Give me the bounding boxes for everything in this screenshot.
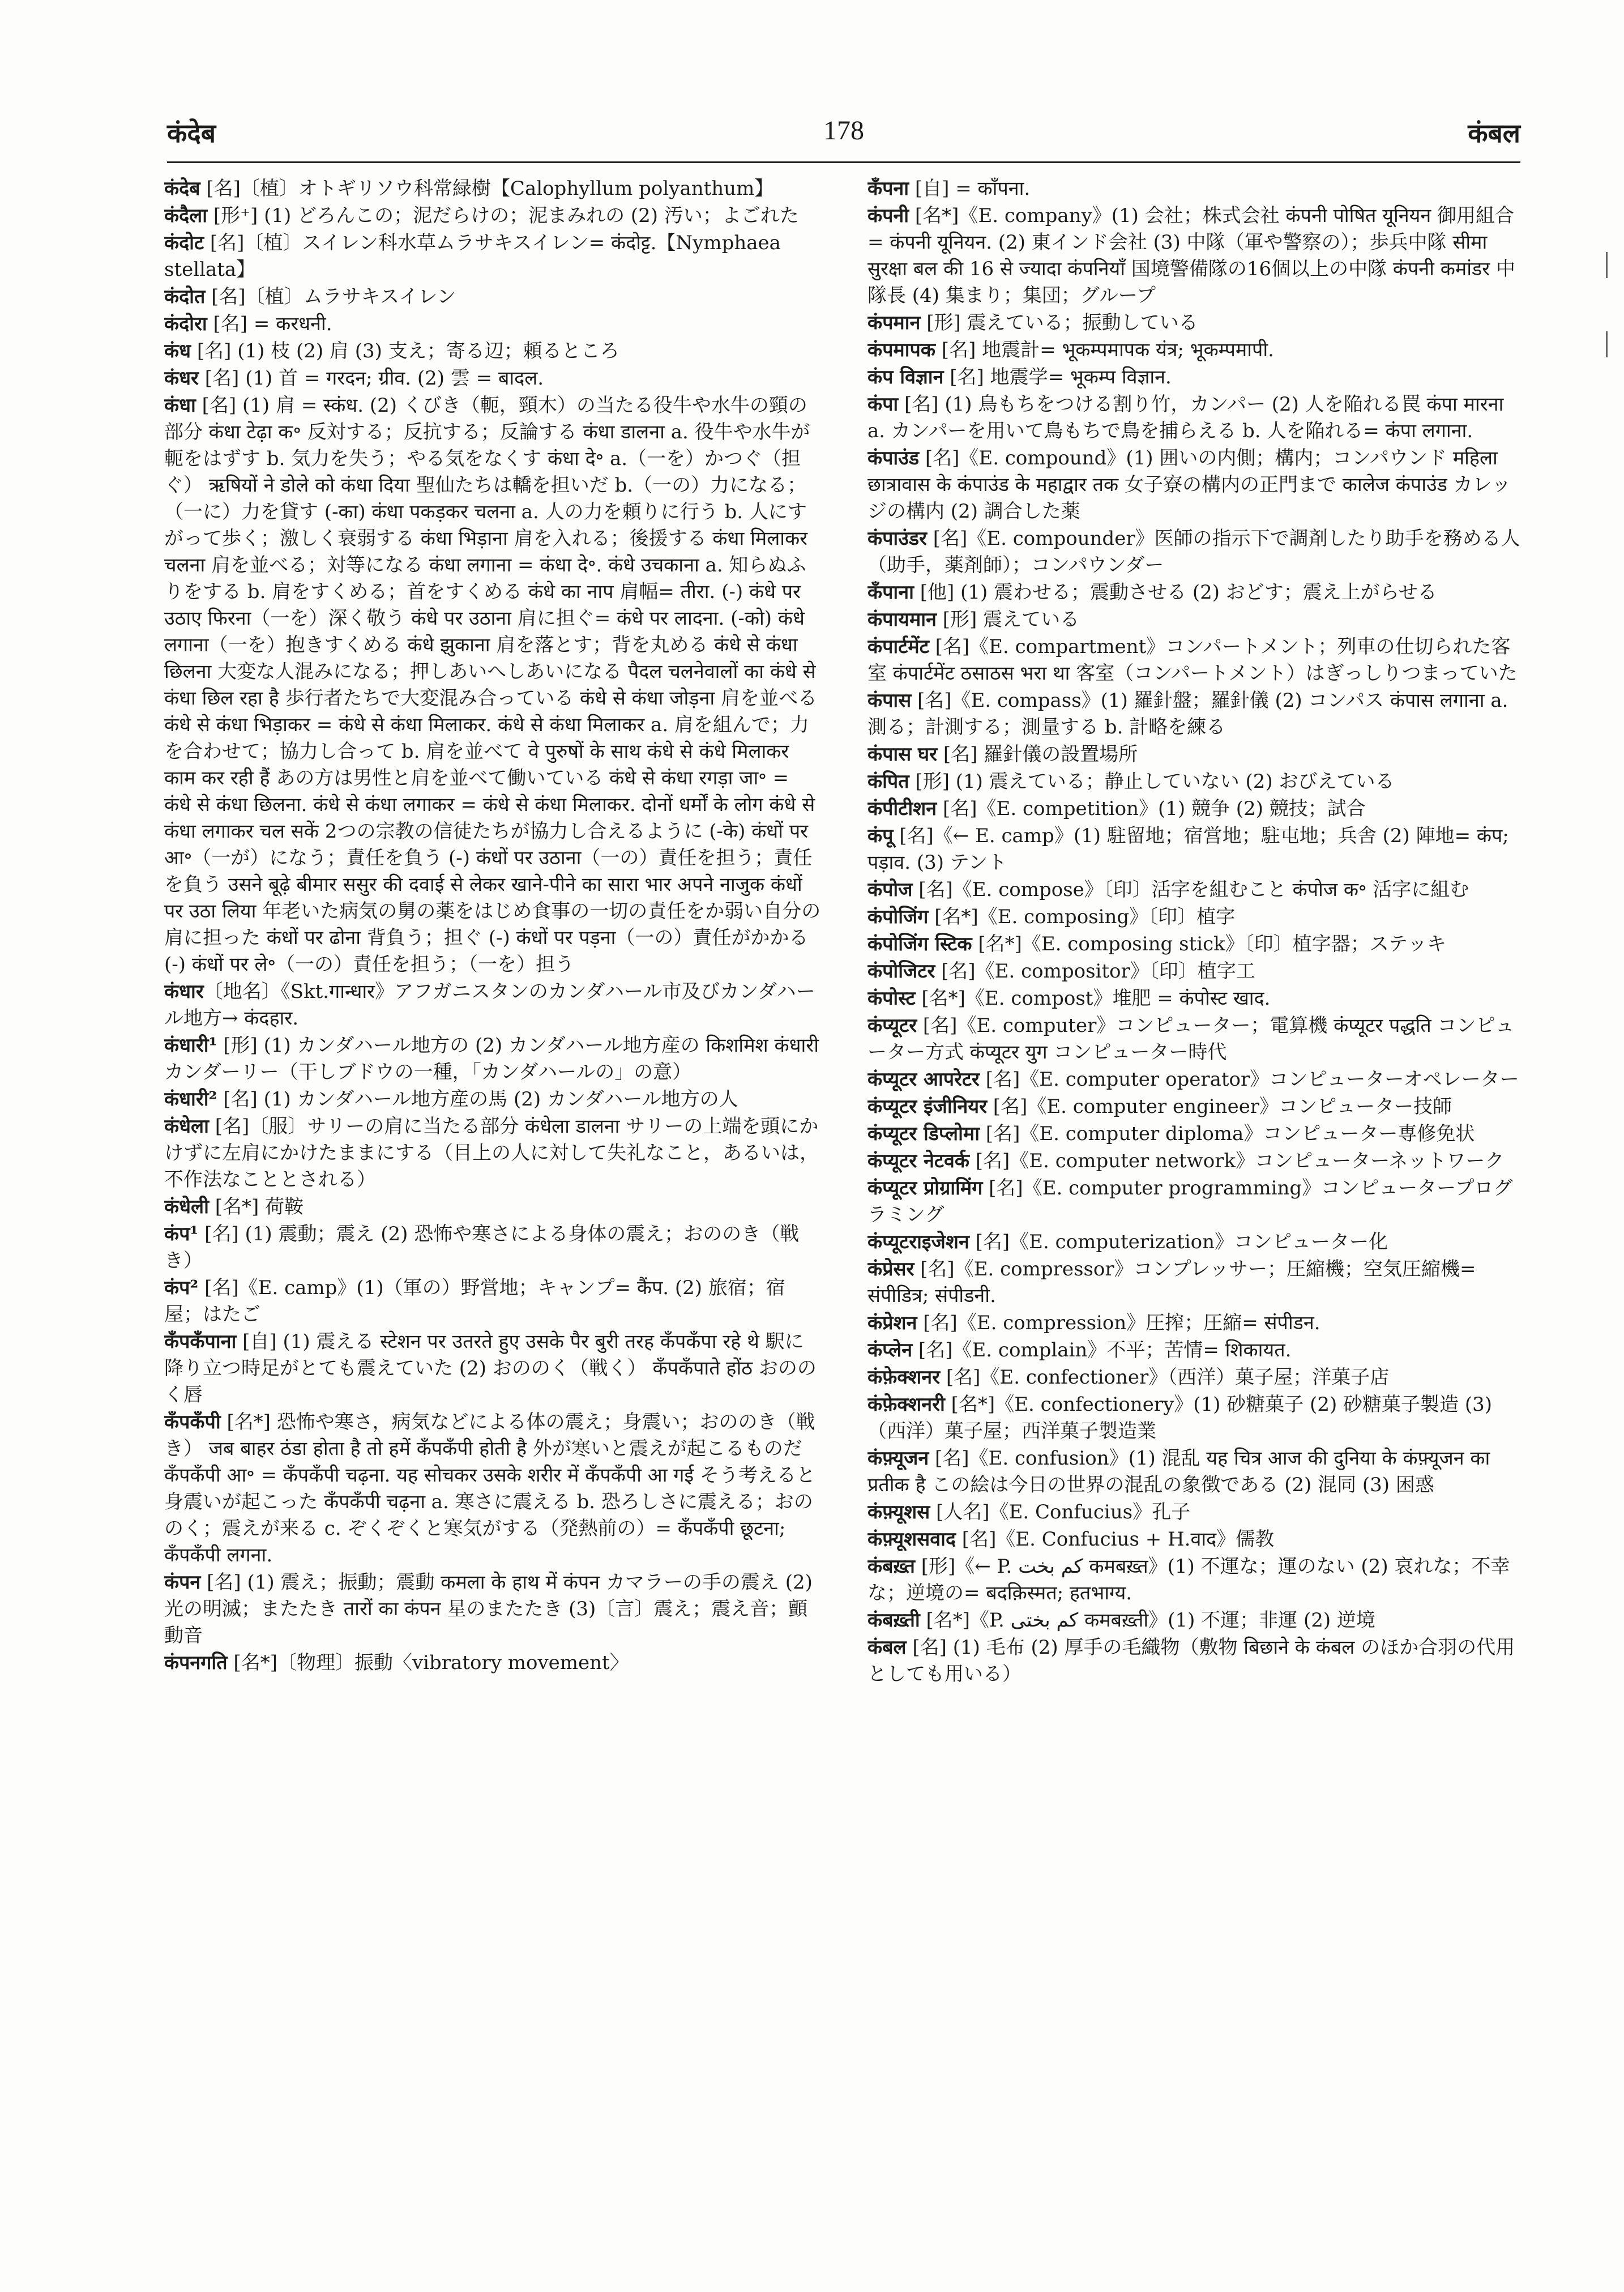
entry-definition: [名]《E. computer network》コンピューターネットワーク <box>969 1150 1505 1172</box>
entry-headword: कंप्यूटर नेटवर्क <box>867 1150 969 1172</box>
dictionary-entry <box>867 203 1524 309</box>
entry-headword: कंधारी¹ <box>164 1034 217 1057</box>
entry-headword: कंदोत <box>164 285 206 308</box>
entry-definition: [名]《E. compounder》医師の指示下で調剤したり助手を務める人（助手，薬剤師）；コンパウンダー <box>867 527 1520 577</box>
entry-definition: [名*]《E. confectionery》(1) 砂糖菓子 (2) 砂糖菓子製造 (3)（西洋）菓子屋；西洋菓子製造業 <box>867 1393 1492 1442</box>
dictionary-entry <box>164 203 821 229</box>
entry-definition: [名] (1) カンダハール地方産の馬 (2) カンダハール地方の人 <box>217 1088 738 1111</box>
dictionary-entry <box>867 579 1524 606</box>
entry-definition: [形] 震えている；振動している <box>920 311 1198 334</box>
entry-headword: कंधारी² <box>164 1088 217 1111</box>
entry-headword: कंप² <box>164 1277 199 1299</box>
entry-headword: कंपनी <box>867 204 909 227</box>
entry-definition: [名*] 恐怖や寒さ，病気などによる体の震え；身震い；おののき（戦き） जब बाहर ठंडा होता है तो हमें कँपकँपी होती है 外が寒いと震えが起こるものだ कँपकँपी आ॰ = कँपकँपी चढ़ना. यह सोचकर उसके शरीर में कँपकँपी आ गई そう考えると身震いが起こった कँपकँपी चढ़ना a. 寒さに震える b. 恐ろしさに震える；おののく；震えが来る c. ぞくぞくと寒気がする（発熱前の）= कँपकँपी छूटना; कँपकँपी लगना. <box>164 1411 815 1567</box>
entry-headword: कंप्यूटर इंजीनियर <box>867 1095 987 1118</box>
entry-definition: [形] 震えている <box>936 608 1080 631</box>
entry-definition: [名]《E. computer engineer》コンピューター技師 <box>986 1095 1452 1118</box>
entry-definition: [名] (1) 毛布 (2) 厚手の毛織物（敷物 बिछाने के कंबल のほか合羽の代用としても用いる） <box>867 1636 1515 1685</box>
entry-definition: [名] (1) 震動；震え (2) 恐怖や寒さによる身体の震え；おののき（戦き） <box>164 1223 800 1272</box>
page-number: 178 <box>823 116 864 146</box>
entry-definition: [名]《E. compass》(1) 羅針盤；羅針儀 (2) コンパス कंपास लगाना a. 測る；計測する；測量する b. 計略を練る <box>867 689 1508 739</box>
entry-definition: [名]《E. compression》圧搾；圧縮= संपीडन. <box>917 1312 1320 1334</box>
dictionary-entry <box>867 741 1524 768</box>
dictionary-entry <box>867 796 1524 822</box>
entry-definition: [名]《E. confectioner》（西洋）菓子屋；洋菓子店 <box>940 1366 1390 1389</box>
header-rule <box>167 161 1520 163</box>
entry-definition: [名]《E. compressor》コンプレッサー；圧縮機；空気圧縮機= संपीडित्र; संपीडनी. <box>867 1258 1476 1307</box>
entry-definition: [名]〔植〕スイレン科水草ムラサキスイレン= कंदोट्ट.【Nymphaea stellata】 <box>164 232 781 281</box>
entry-definition: [名]《E. compositor》〔印〕植字工 <box>935 960 1255 983</box>
entry-headword: कंधेला <box>164 1115 209 1138</box>
dictionary-entry <box>164 176 821 202</box>
dictionary-entry <box>867 931 1524 958</box>
dictionary-entry <box>867 1121 1524 1147</box>
entry-headword: कंप्यूटराइजेशन <box>867 1231 969 1253</box>
entry-headword: कंफ़्यूजन <box>867 1447 929 1470</box>
dictionary-entry <box>867 634 1524 687</box>
entry-headword: कंधर <box>164 367 199 390</box>
entry-definition: [名] = करधनी. <box>207 313 332 335</box>
entry-definition: [名] (1) 枝 (2) 肩 (3) 支え；寄る辺；頼るところ <box>191 340 619 362</box>
entry-definition: [形] (1) カンダハール地方の (2) カンダハール地方産の किशमिश कंधारी カンダーリー（干しブドウの一種，「カンダハールの」の意） <box>164 1034 819 1083</box>
dictionary-entry <box>164 284 821 310</box>
dictionary-entry <box>164 1409 821 1569</box>
entry-definition: [名] 羅針儀の設置場所 <box>937 743 1138 766</box>
entry-headword: कंदैला <box>164 204 208 227</box>
entry-definition: [名]《E. compose》〔印〕活字を組むこと कंपोज क॰ 活字に組む <box>912 878 1469 901</box>
dictionary-entry <box>867 1392 1524 1445</box>
dictionary-entry <box>164 1569 821 1649</box>
header-left-guide-word: कंदेब <box>167 118 216 148</box>
dictionary-entry <box>867 1229 1524 1256</box>
entry-headword: कंपार्टमेंट <box>867 635 929 658</box>
entry-definition: [名*]《E. composing stick》〔印〕植字器；ステッキ <box>972 933 1447 955</box>
dictionary-entry <box>867 445 1524 525</box>
entry-definition: [自] (1) 震える स्टेशन पर उतरते हुए उसके पैर बुरी तरह कँपकँपा रहे थे 駅に降り立つ時足がとても震えていた (2) おののく（戦く） कँपकँपाते होंठ おののく唇 <box>164 1330 817 1406</box>
entry-headword: कंप्रेसर <box>867 1258 914 1281</box>
entry-headword: कंफ़ेक्शनर <box>867 1366 941 1389</box>
dictionary-entry <box>164 1221 821 1274</box>
entry-definition: [名*]《E. company》(1) 会社；株式会社 कंपनी पोषित यूनियन 御用組合 = कंपनी यूनियन. (2) 東インド会社 (3) 中隊（軍や警察の）；歩兵中隊 सीमा सुरक्षा बल की 16 से ज्यादा कंपनियाँ 国境警備隊の16個以上の中隊 कंपनी कमांडर 中隊長 (4) 集まり；集団；グループ <box>867 204 1515 307</box>
dictionary-entry <box>867 1256 1524 1309</box>
entry-headword: कंफ़ेक्शनरी <box>867 1393 945 1416</box>
right-column <box>867 176 1524 2180</box>
entry-definition: [名]〔服〕サリーの肩に当たる部分 कंधेला डालना サリーの上端を頭にかけずに左肩にかけたままにする（目上の人に対して失礼なこと，あるいは，不作法なこととされる） <box>164 1115 819 1191</box>
entry-headword: कंपू <box>867 825 894 847</box>
dictionary-entry <box>867 823 1524 876</box>
dictionary-entry <box>867 1337 1524 1364</box>
entry-headword: कंध <box>164 340 191 362</box>
dictionary-entry <box>867 310 1524 336</box>
entry-definition: [名] 地震学= भूकम्प विज्ञान. <box>943 366 1172 389</box>
dictionary-entry <box>164 1329 821 1409</box>
dictionary-entry <box>164 1275 821 1328</box>
dictionary-entry <box>164 365 821 392</box>
entry-definition: [名]《E. Confucius + H.वाद》儒教 <box>956 1528 1275 1551</box>
entry-headword: कंपोज <box>867 878 913 901</box>
entry-headword: कंधार <box>164 980 204 1003</box>
dictionary-entry <box>867 1310 1524 1337</box>
entry-definition: 〔地名〕《Skt.गान्धार》アフガニスタンのカンダハール市及びカンダハール地方→ कंदहार. <box>164 980 815 1030</box>
entry-definition: [形] (1) 震えている；静止していない (2) おびえている <box>909 770 1395 793</box>
entry-headword: कंपाउंड <box>867 447 920 470</box>
dictionary-entry <box>867 391 1524 445</box>
entry-headword: कंबख़्त <box>867 1555 915 1578</box>
entry-headword: कंप्लेन <box>867 1339 913 1361</box>
dictionary-entry <box>867 1175 1524 1228</box>
dictionary-entry <box>164 1194 821 1220</box>
entry-definition: [名] (1) 首 = गरदन; ग्रीव. (2) 雲 = बादल. <box>198 367 544 390</box>
entry-definition: [名] (1) 鳥もちをつける割り竹，カンパー (2) 人を陥れる罠 कंपा मारना a. カンパーを用いて鳥もちで鳥を捕らえる b. 人を陥れる= कंपा लगाना. <box>867 393 1504 442</box>
entry-headword: कंदेब <box>164 177 200 200</box>
entry-headword: कंपायमान <box>867 608 937 631</box>
margin-mark <box>1606 252 1608 278</box>
dictionary-entry <box>867 1526 1524 1553</box>
entry-definition: [名*]《P. کم بختی कमबख़्ती》(1) 不運；非運 (2) 逆境 <box>920 1609 1375 1632</box>
dictionary-entry <box>867 1607 1524 1634</box>
entry-headword: कंपाउंडर <box>867 527 927 550</box>
entry-definition: [名]〔植〕ムラサキスイレン <box>205 285 456 308</box>
entry-definition: [形]《← P. کم بخت कमबख़्त》(1) 不運な；運のない (2) 哀れな；不幸な；逆境の= बदक़िस्मत; हतभाग्य. <box>867 1555 1510 1604</box>
left-column <box>164 176 821 2180</box>
dictionary-entry <box>164 230 821 283</box>
entry-definition: [名] 地震計= भूकम्पमापक यंत्र; भूकम्पमापी. <box>935 339 1274 361</box>
entry-headword: कँपकँपी <box>164 1411 221 1433</box>
entry-headword: कंधा <box>164 394 196 417</box>
entry-headword: कंप्यूटर प्रोग्रामिंग <box>867 1177 983 1200</box>
dictionary-entry <box>164 1086 821 1113</box>
dictionary-entry <box>867 337 1524 364</box>
entry-definition: [名]《← E. camp》(1) 駐留地；宿営地；駐屯地；兵舎 (2) 陣地= कंप; पड़ाव. (3) テント <box>867 825 1509 874</box>
dictionary-entry <box>867 607 1524 633</box>
dictionary-entry <box>867 1499 1524 1526</box>
entry-headword: कंपन <box>164 1571 201 1594</box>
entry-definition: [名*]《E. compost》堆肥 = कंपोस्ट खाद. <box>915 987 1271 1010</box>
entry-definition: [名*] 荷鞍 <box>208 1196 304 1218</box>
entry-headword: कंदोट <box>164 232 204 254</box>
dictionary-entry <box>164 1113 821 1193</box>
dictionary-entry <box>867 1066 1524 1093</box>
entry-definition: [名]《E. computer》コンピューター；電算機 कंप्यूटर पद्धति コンピューター方式 कंप्यूटर युग コンピューター時代 <box>867 1014 1515 1064</box>
dictionary-entry <box>867 688 1524 741</box>
dictionary-entry <box>164 1650 821 1676</box>
dictionary-entry <box>164 338 821 365</box>
entry-definition: [他] (1) 震わせる；震動させる (2) おどす；震え上がらせる <box>913 581 1437 604</box>
entry-definition: [名]《E. computer programming》コンピュータープログラミング <box>867 1177 1513 1226</box>
entry-definition: [名]《E. camp》(1)（軍の）野営地；キャンプ= कैंप. (2) 旅宿；宿屋；はたご <box>164 1277 785 1326</box>
dictionary-entry <box>867 1148 1524 1175</box>
dictionary-entry <box>164 979 821 1032</box>
entry-headword: कंपित <box>867 770 909 793</box>
dictionary-entry <box>867 176 1524 202</box>
margin-mark <box>1606 331 1608 357</box>
entry-headword: कँपाना <box>867 581 914 604</box>
dictionary-entry <box>867 1634 1524 1688</box>
dictionary-entry <box>867 985 1524 1012</box>
entry-definition: [名] (1) 震え；振動；震動 कमला के हाथ में कंपन カマラーの手の震え (2) 光の明滅；またたき तारों का कंपन 星のまたたき (3)〔言〕震え；震え音；顫動音 <box>164 1571 813 1647</box>
entry-definition: [名]《E. computer operator》コンピューターオペレーター <box>979 1068 1519 1091</box>
dictionary-entry <box>867 958 1524 985</box>
entry-headword: कंप्रेशन <box>867 1312 917 1334</box>
entry-definition: [名*]《E. composing》〔印〕植字 <box>928 906 1236 928</box>
entry-headword: कंपनगति <box>164 1651 228 1674</box>
entry-headword: कंबल <box>867 1636 907 1659</box>
dictionary-entry <box>164 1032 821 1086</box>
entry-headword: कंप विज्ञान <box>867 366 944 389</box>
dictionary-entry <box>164 311 821 338</box>
dictionary-entry <box>867 1553 1524 1607</box>
dictionary-entry <box>867 769 1524 795</box>
entry-headword: कंपोजिटर <box>867 960 935 983</box>
dictionary-entry <box>867 1094 1524 1120</box>
entry-headword: कंफ़्यूशसवाद <box>867 1528 956 1551</box>
dictionary-entry <box>867 904 1524 931</box>
dictionary-entry <box>867 877 1524 903</box>
entry-definition: [名]《E. computer diploma》コンピューター専修免状 <box>980 1122 1475 1145</box>
entry-definition: [名]《E. complain》不平；苦情= शिकायत. <box>912 1339 1292 1361</box>
entry-headword: कंबख़्ती <box>867 1609 920 1632</box>
dictionary-entry <box>867 526 1524 579</box>
entry-headword: कंपास <box>867 689 912 712</box>
dictionary-entry <box>867 1364 1524 1391</box>
entry-definition: [名]《E. compound》(1) 囲いの内側；構内；コンパウンド महिला छात्रावास के कंपाउंड के महाद्वार तक 女子寮の構内の正門まで कालेज कंपाउंड カレッジの構内 (2) 調合した薬 <box>867 447 1511 523</box>
entry-headword: कंप¹ <box>164 1223 199 1245</box>
entry-definition: [名]《E. compartment》コンパートメント；列車の仕切られた客室 कंपार्टमेंट ठसाठस भरा था 客室（コンパートメント）はぎっしりつまっていた <box>867 635 1518 685</box>
entry-headword: कंपा <box>867 393 899 416</box>
entry-headword: कंपमापक <box>867 339 935 361</box>
header-right-guide-word: कंबल <box>1468 118 1520 148</box>
entry-headword: कंप्यूटर डिप्लोमा <box>867 1122 980 1145</box>
page-header <box>167 110 1520 156</box>
dictionary-entry <box>867 1013 1524 1066</box>
entry-definition: [名*]〔物理〕振動〈vibratory movement〉 <box>227 1651 629 1674</box>
entry-headword: कंपोजिंग स्टिक <box>867 933 972 955</box>
entry-headword: कंपोजिंग <box>867 906 929 928</box>
entry-headword: कंफ़्यूशस <box>867 1501 930 1523</box>
entry-definition: [人名]《E. Confucius》孔子 <box>930 1501 1191 1523</box>
entry-headword: कंप्यूटर आपरेटर <box>867 1068 980 1091</box>
entry-headword: कंदोरा <box>164 313 207 335</box>
entry-definition: [名]《E. confusion》(1) 混乱 यह चित्र आज की दुनिया के कंफ़्यूजन का प्रतीक है この絵は今日の世界の混乱の象徴である (2) 混同 (3) 困惑 <box>867 1447 1490 1496</box>
entry-definition: [名] (1) 肩 = स्कंध. (2) くびき（軛，頸木）の当たる役牛や水牛の頸の部分 कंधा टेढ़ा क॰ 反対する；反抗する；反論する कंधा डालना a. 役牛や水牛が軛をはずす b. 気力を失う；やる気をなくす कंधा दे॰ a.（一を）かつぐ（担ぐ） ऋषियों ने डोले को कंधा दिया 聖仙たちは轎を担いだ b.（一の）力になる；（一に）力を貸す (-का) कंधा पकड़कर चलना a. 人の力を頼りに行う b. 人にすがって歩く；激しく衰弱する कंधा भिड़ाना 肩を入れる；後援する कंधा मिलाकर चलना 肩を並べる；対等になる कंधा लगाना = कंधा दे॰. कंधे उचकाना a. 知らぬふりをする b. 肩をすくめる；首をすくめる कंधे का नाप 肩幅= तीरा. (-) कंधे पर उठाए फिरना（一を）深く敬う कंधे पर उठाना 肩に担ぐ= कंधे पर लादना. (-को) कंधे लगाना（一を）抱きすくめる कंधे झुकाना 肩を落とす；背を丸める कंधे से कंधा छिलना 大変な人混みになる；押しあいへしあいになる पैदल चलनेवालों का कंधे से कंधा छिल रहा है 歩行者たちで大変混み合っている कंधे से कंधा जोड़ना 肩を並べる कंधे से कंधा भिड़ाकर = कंधे से कंधा मिलाकर. कंधे से कंधा मिलाकर a. 肩を組んで；力を合わせて；協力し合って b. 肩を並べて वे पुरुषों के साथ कंधे से कंधे मिलाकर काम कर रही हैं あの方は男性と肩を並べて働いている कंधे से कंधा रगड़ा जा॰ = कंधे से कंधा छिलना. कंधे से कंधा लगाकर = कंधे से कंधा मिलाकर. दोनों धर्मों के लोग कंधे से कंधा लगाकर चल सकें 2つの宗教の信徒たちが協力し合えるように (-के) कंधों पर आ॰（一が）になう；責任を負う (-) कंधों पर उठाना（一の）責任を担う；責任を負う उसने बूढ़े बीमार ससुर की दवाई से लेकर खाने-पीने का सारा भार अपने नाजुक कंधों पर उठा लिया 年老いた病気の舅の薬をはじめ食事の一切の責任をか弱い自分の肩に担った कंधों पर ढोना 背負う；担ぐ (-) कंधों पर पड़ना（一の）責任がかかる (-) कंधों पर ले॰（一の）責任を担う；（一を）担う <box>164 394 821 976</box>
entry-definition: [名]《E. competition》(1) 競争 (2) 競技；試合 <box>937 797 1366 820</box>
entry-definition: [名]〔植〕オトギリソウ科常緑樹【Calophyllum polyanthum】 <box>200 177 774 200</box>
entry-headword: कंप्यूटर <box>867 1014 917 1037</box>
entry-headword: कंपोस्ट <box>867 987 916 1010</box>
entry-headword: कंपमान <box>867 311 921 334</box>
entry-definition: [自] = काँपना. <box>909 177 1031 200</box>
entry-headword: कंपीटीशन <box>867 797 937 820</box>
entry-headword: कंधेली <box>164 1196 209 1218</box>
entry-definition: [名]《E. computerization》コンピューター化 <box>969 1231 1388 1253</box>
entry-headword: कँपकँपाना <box>164 1330 237 1353</box>
dictionary-entry <box>867 364 1524 391</box>
dictionary-entry <box>867 1445 1524 1499</box>
dictionary-entry <box>164 392 821 978</box>
entry-definition: [形⁺] (1) どろんこの；泥だらけの；泥まみれの (2) 汚い；よごれた <box>207 204 799 227</box>
entry-headword: कँपना <box>867 177 909 200</box>
entry-headword: कंपास घर <box>867 743 938 766</box>
